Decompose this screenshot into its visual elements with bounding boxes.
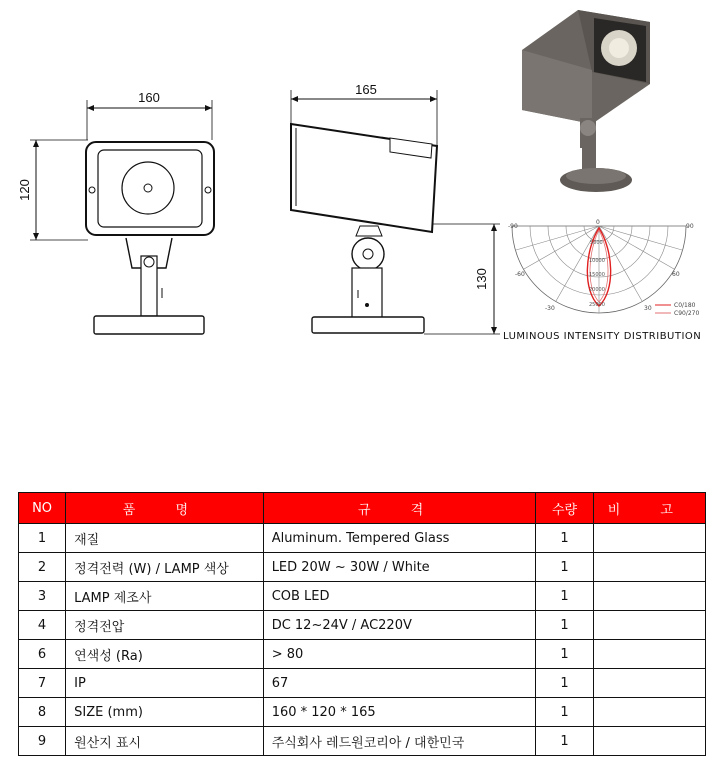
cell-spec: Aluminum. Tempered Glass — [263, 524, 536, 553]
cell-no: 2 — [19, 553, 66, 582]
polar-ring-label: 5000 — [590, 240, 603, 246]
table-row — [19, 582, 706, 611]
table-row — [19, 727, 706, 756]
polar-legend-c90: C90/270 — [674, 310, 700, 317]
cell-no: 1 — [19, 524, 66, 553]
cell-name: 원산지 표시 — [66, 727, 264, 756]
table-row — [19, 524, 706, 553]
header-qty: 수량 — [536, 493, 593, 524]
polar-angle-label: -30 — [545, 305, 555, 312]
header-no: NO — [19, 493, 66, 524]
cell-spec: > 80 — [263, 640, 536, 669]
header-spec: 규 격 — [263, 493, 536, 524]
polar-angle-label: 90 — [686, 223, 694, 230]
cell-no: 3 — [19, 582, 66, 611]
side-height-label: 130 — [474, 268, 489, 290]
front-view — [17, 90, 214, 334]
luminous-intensity-label: LUMINOUS INTENSITY DISTRIBUTION — [503, 331, 702, 342]
polar-ring-label: 15000 — [589, 272, 605, 278]
header-name: 품 명 — [66, 493, 264, 524]
cell-note — [593, 727, 705, 756]
front-width-label: 160 — [138, 90, 160, 105]
cell-spec: DC 12~24V / AC220V — [263, 611, 536, 640]
cell-spec: 67 — [263, 669, 536, 698]
cell-spec: LED 20W ~ 30W / White — [263, 553, 536, 582]
cell-spec: 160 * 120 * 165 — [263, 698, 536, 727]
cell-qty: 1 — [536, 553, 593, 582]
side-view — [291, 82, 500, 334]
polar-ring-label: 25000 — [589, 302, 605, 308]
table-row — [19, 669, 706, 698]
polar-ring-label: 10000 — [589, 258, 605, 264]
table-row — [19, 553, 706, 582]
cell-no: 4 — [19, 611, 66, 640]
polar-diagram — [508, 219, 699, 317]
cell-name: LAMP 제조사 — [66, 582, 264, 611]
table-row — [19, 698, 706, 727]
polar-angle-label: -60 — [515, 271, 525, 278]
cell-qty: 1 — [536, 698, 593, 727]
cell-note — [593, 611, 705, 640]
cell-no: 9 — [19, 727, 66, 756]
spec-table — [18, 492, 706, 756]
cell-name: IP — [66, 669, 264, 698]
cell-qty: 1 — [536, 524, 593, 553]
cell-note — [593, 553, 705, 582]
cell-spec: COB LED — [263, 582, 536, 611]
cell-no: 8 — [19, 698, 66, 727]
cell-note — [593, 582, 705, 611]
cell-name: 정격전력 (W) / LAMP 색상 — [66, 553, 264, 582]
side-width-label: 165 — [355, 82, 377, 97]
cell-note — [593, 669, 705, 698]
cell-name: 재질 — [66, 524, 264, 553]
polar-angle-label: 30 — [644, 305, 652, 312]
polar-ring-label: 20000 — [589, 287, 605, 293]
cell-no: 6 — [19, 640, 66, 669]
polar-angle-label: 60 — [672, 271, 680, 278]
cell-qty: 1 — [536, 727, 593, 756]
cell-qty: 1 — [536, 611, 593, 640]
table-row — [19, 611, 706, 640]
table-row — [19, 640, 706, 669]
cell-spec: 주식회사 레드원코리아 / 대한민국 — [263, 727, 536, 756]
cell-name: 정격전압 — [66, 611, 264, 640]
cell-note — [593, 524, 705, 553]
header-note: 비 고 — [593, 493, 705, 524]
cell-note — [593, 698, 705, 727]
cell-qty: 1 — [536, 640, 593, 669]
cell-qty: 1 — [536, 582, 593, 611]
cell-note — [593, 640, 705, 669]
polar-angle-label: 0 — [596, 219, 600, 226]
front-height-label: 120 — [17, 179, 32, 201]
polar-angle-label: -90 — [508, 223, 518, 230]
cell-qty: 1 — [536, 669, 593, 698]
polar-legend-c0: C0/180 — [674, 302, 696, 309]
cell-name: SIZE (mm) — [66, 698, 264, 727]
table-header-row — [19, 493, 706, 524]
cell-no: 7 — [19, 669, 66, 698]
product-photo — [522, 10, 650, 192]
cell-name: 연색성 (Ra) — [66, 640, 264, 669]
